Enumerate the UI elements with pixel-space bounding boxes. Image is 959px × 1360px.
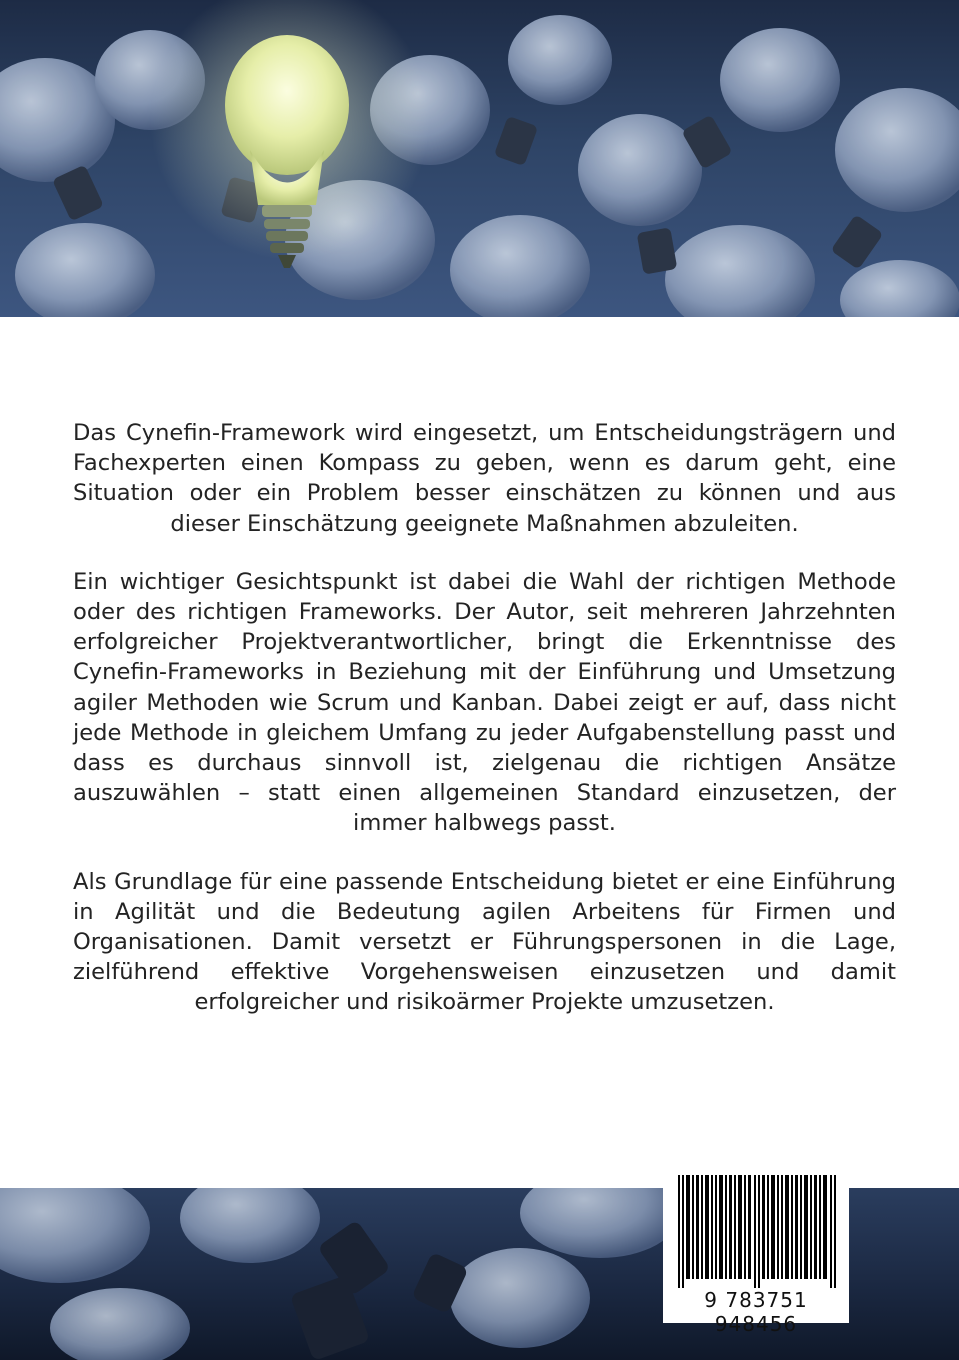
- isbn-barcode: [663, 1160, 849, 1336]
- top-lightbulb-image: [0, 0, 959, 317]
- isbn-digits: 9 783751 948456: [704, 1288, 808, 1336]
- barcode-icon: [678, 1175, 836, 1288]
- lightbulbs-illustration: [0, 0, 959, 317]
- paragraph-agility: Als Grundlage für eine passende Entscheidung bietet er eine Einführung in Agilität und die Bedeutung agilen Arbeitens für Firmen und Organisationen. Damit versetzt er Führungspersonen in die Lage, zielführend effektive Vorgehensweisen einzusetzen und damit erfolgreicher und risikoärmer Projekte umzusetzen.: [73, 868, 896, 1016]
- paragraph-method: Ein wichtiger Gesichtspunkt ist dabei die Wahl der richtigen Methode oder des richtigen Frameworks. Der Autor, seit mehreren Jahrzehnten erfolgreicher Projektverantwortlicher, bringt die Erkenntnisse des Cynefin-Frameworks in Beziehung mit der Einführung und Umsetzung agiler Methoden wie Scrum und Kanban. Dabei zeigt er auf, dass nicht jede Methode in gleichem Umfang zu jeder Aufgabenstellung passt und dass es durchaus sinnvoll ist, zielgenau die richtigen Ansätze auszuwählen – statt einen allgemeinen Standard einzusetzen, der immer halbwegs passt.: [73, 568, 896, 837]
- paragraph-intro: Das Cynefin-Framework wird eingesetzt, um Entscheidungsträgern und Fachexperten einen Kompass zu geben, wenn es darum geht, eine Situation oder ein Problem besser einschätzen zu können und aus dieser Einschätzung geeignete Maßnahmen abzuleiten.: [73, 420, 896, 537]
- back-cover-text: [73, 418, 896, 1046]
